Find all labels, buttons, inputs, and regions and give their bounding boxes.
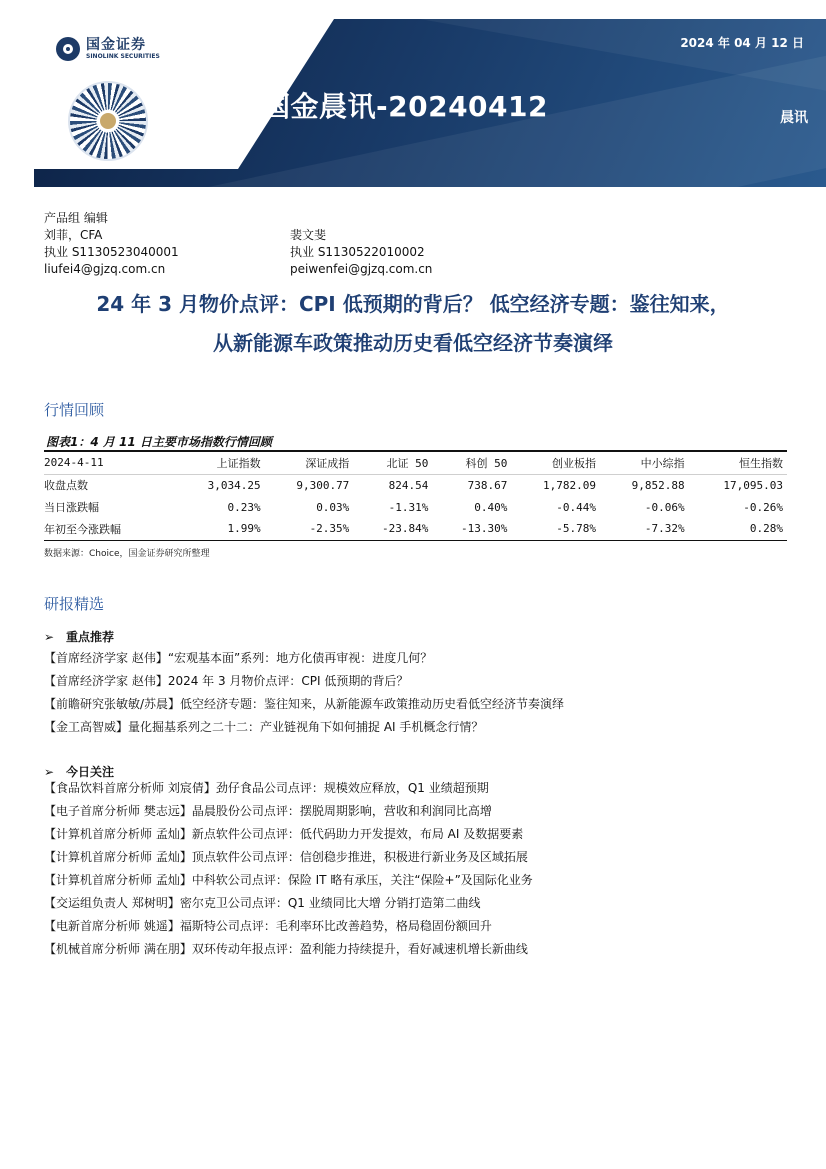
table-cell: -5.78%	[511, 518, 600, 540]
table-cell: 3,034.25	[207, 478, 261, 492]
headline-line: 24 年 3 月物价点评：CPI 低预期的背后？ 低空经济专题：鉴往知来，	[96, 292, 730, 316]
table-cell: -0.44%	[556, 500, 596, 514]
table-cell: 9,852.88	[631, 478, 685, 492]
table-cell: 824.54	[388, 478, 429, 492]
table-header-cell: 上证指数	[176, 452, 265, 474]
section-title-market-review: 行情回顾	[44, 401, 105, 419]
table-cell: -23.84%	[353, 518, 432, 540]
table-cell: -13.30%	[432, 518, 511, 540]
list-item[interactable]: 【食品饮料首席分析师 刘宸倩】劲仔食品公司点评：规模效应释放，Q1 业绩超预期	[44, 781, 489, 795]
data-source-note: 数据来源：Choice，国金证券研究所整理	[44, 549, 210, 559]
qr-code-icon[interactable]	[68, 81, 148, 161]
table-header-cell: 创业板指	[511, 452, 600, 474]
section-title-research: 研报精选	[44, 595, 105, 613]
figure-caption: 图表1：4 月 11 日主要市场指数行情回顾	[46, 435, 272, 449]
author-license: 执业 S1130522010002	[290, 245, 425, 259]
market-index-table	[44, 452, 787, 541]
logo-english-name: SINOLINK SECURITIES	[86, 53, 160, 60]
list-item[interactable]: 【机械首席分析师 满在朋】双环传动年报点评：盈利能力持续提升，看好减速机增长新曲线	[44, 942, 528, 956]
author-name: 裴文斐	[290, 228, 327, 242]
table-cell: 年初至今涨跌幅	[44, 518, 176, 540]
logo-chinese-name: 国金证券	[86, 37, 146, 53]
author-name: 刘菲，CFA	[44, 228, 103, 242]
table-cell: 当日涨跌幅	[44, 501, 99, 514]
table-cell: 1.99%	[176, 518, 265, 540]
table-cell: 1,782.09	[543, 478, 596, 492]
table-cell: 738.67	[467, 478, 508, 492]
editor-group-label: 产品组 编辑	[44, 211, 108, 225]
table-cell: 9,300.77	[296, 478, 350, 492]
list-item[interactable]: 【计算机首席分析师 孟灿】新点软件公司点评：低代码助力开发提效，布局 AI 及数据要素	[44, 827, 524, 841]
table-cell: -0.26%	[743, 500, 783, 514]
list-item[interactable]: 【前瞻研究张敏敏/苏晨】低空经济专题：鉴往知来，从新能源车政策推动历史看低空经济节奏演绎	[44, 697, 565, 711]
header-banner	[34, 19, 826, 187]
list-item[interactable]: 【交运组负责人 郑树明】密尔克卫公司点评：Q1 业绩同比大增 分销打造第二曲线	[44, 896, 481, 910]
arrow-bullet-icon: ➢	[44, 630, 55, 644]
list-item[interactable]: 【金工高智威】量化掘基系列之二十二：产业链视角下如何捕捉 AI 手机概念行情？	[44, 720, 484, 734]
table-cell: 收盘点数	[44, 479, 88, 493]
logo-icon	[56, 37, 80, 61]
company-logo	[56, 37, 160, 61]
today-list	[44, 777, 533, 961]
list-item[interactable]: 【首席经济学家 赵伟】2024 年 3 月物价点评：CPI 低预期的背后？	[44, 674, 409, 688]
table-cell: 0.28%	[689, 518, 787, 540]
author-email[interactable]: liufei4@gjzq.com.cn	[44, 262, 166, 276]
table-header-cell: 北证 50	[353, 452, 432, 474]
author-card	[290, 227, 432, 278]
author-license: 执业 S1130523040001	[44, 245, 179, 259]
table-row	[44, 496, 787, 518]
table-header-cell: 科创 50	[432, 452, 511, 474]
table-cell: -7.32%	[600, 518, 689, 540]
list-item[interactable]: 【首席经济学家 赵伟】“宏观基本面”系列：地方化债再审视：进度几何？	[44, 651, 433, 665]
list-item[interactable]: 【电子首席分析师 樊志远】晶晨股份公司点评：摆脱周期影响，营收和利润同比高增	[44, 804, 492, 818]
list-item[interactable]: 【计算机首席分析师 孟灿】顶点软件公司点评：信创稳步推进，积极进行新业务及区域拓展	[44, 850, 528, 864]
table-cell: 17,095.03	[723, 478, 783, 492]
table-cell: 0.40%	[474, 500, 508, 514]
list-item[interactable]: 【计算机首席分析师 孟灿】中科软公司点评：保险 IT 略有承压，关注“保险+”及国际化业务	[44, 873, 533, 887]
report-type-label: 晨讯	[780, 110, 808, 126]
today-label: 今日关注	[66, 765, 115, 779]
author-card	[44, 227, 179, 278]
list-item[interactable]: 【电新首席分析师 姚遥】福斯特公司点评：毛利率环比改善趋势，格局稳固份额回升	[44, 919, 492, 933]
table-row	[44, 518, 787, 540]
table-header-cell: 中小综指	[600, 452, 689, 474]
featured-subheading	[44, 628, 114, 645]
table-header-cell: 恒生指数	[689, 452, 787, 474]
table-header-cell: 深证成指	[265, 452, 354, 474]
table-header-row	[44, 452, 787, 474]
report-title: 国金晨讯-20240412	[262, 90, 548, 123]
headline	[0, 285, 826, 363]
table-cell: -1.31%	[388, 500, 429, 514]
table-row	[44, 474, 787, 496]
headline-line: 从新能源车政策推动历史看低空经济节奏演绎	[213, 331, 613, 355]
featured-list	[44, 647, 564, 739]
table-cell: -2.35%	[265, 518, 354, 540]
table-cell: -0.06%	[644, 500, 685, 514]
author-block	[44, 210, 433, 276]
featured-label: 重点推荐	[66, 630, 115, 644]
table-header-cell: 2024-4-11	[44, 452, 176, 474]
table-cell: 0.23%	[227, 500, 261, 514]
arrow-bullet-icon: ➢	[44, 765, 55, 779]
report-date: 2024 年 04 月 12 日	[680, 36, 804, 50]
author-email[interactable]: peiwenfei@gjzq.com.cn	[290, 262, 433, 276]
table-cell: 0.03%	[316, 500, 350, 514]
